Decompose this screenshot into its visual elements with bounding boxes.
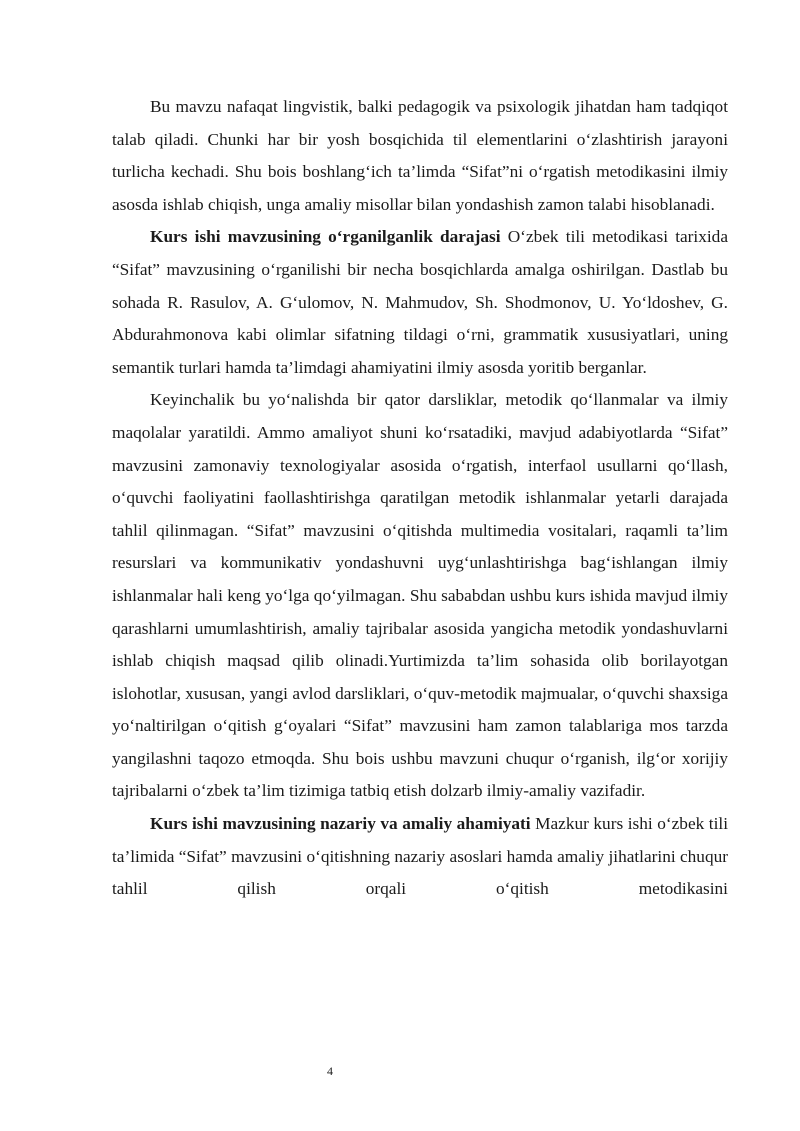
paragraph-heading: Kurs ishi mavzusining nazariy va amaliy ahamiyati <box>150 814 531 834</box>
paragraph-study-level <box>112 221 728 384</box>
paragraph-text: Bu mavzu nafaqat lingvistik, balki pedagogik va psixologik jihatdan ham tadqiqot talab qiladi. Chunki har bir yosh bosqichida til elementlarini o‘zlashtirish jarayoni turlicha kechadi. Shu bois boshlang‘ich ta’limda “Sifat”ni o‘rgatish metodikasini ilmiy asosda ishlab chiqish, unga amaliy misollar bilan yondashish zamon talabi hisoblanadi. <box>112 97 728 214</box>
paragraph-significance <box>112 808 728 906</box>
paragraph-text: Keyinchalik bu yo‘nalishda bir qator darsliklar, metodik qo‘llanmalar va ilmiy maqolalar yaratildi. Ammo amaliyot shuni ko‘rsatadiki, mavjud adabiyotlarda “Sifat” mavzusini zamonaviy texnologiyalar asosida o‘rgatish, interfaol usullarni qo‘llash, o‘quvchi faoliyatini faollashtirishga qaratilgan metodik ishlanmalar yetarli darajada tahlil qilinmagan. “Sifat” mavzusini o‘qitishda multimedia vositalari, raqamli ta’lim resurslari va kommunikativ yondashuvni uyg‘unlashtirishga bag‘ishlangan ilmiy ishlanmalar hali keng yo‘lga qo‘yilmagan. Shu sababdan ushbu kurs ishida mavjud ilmiy qarashlarni umumlashtirish, amaliy tajribalar asosida yangicha metodik yondashuvlarni ishlab chiqish maqsad qilib olinadi.Yurtimizda ta’lim sohasida olib borilayotgan islohotlar, xususan, yangi avlod darsliklari, o‘quv-metodik majmualar, o‘quvchi shaxsiga yo‘naltirilgan o‘qitish g‘oyalari “Sifat” mavzusini ham zamon talablariga mos tarzda yangilashni taqozo etmoqda. Shu bois ushbu mavzuni chuqur o‘rganish, ilg‘or xorijiy tajribalarni o‘zbek ta’lim tizimiga tatbiq etish dolzarb ilmiy-amaliy vazifadir. <box>112 390 728 801</box>
paragraph-text: Mazkur kurs ishi o‘zbek tili ta’limida “Sifat” mavzusini o‘qitishning nazariy asoslari hamda amaliy jihatlarini chuqur tahlil qilish orqali o‘qitish metodikasini <box>112 814 728 899</box>
paragraph-text: O‘zbek tili metodikasi tarixida “Sifat” mavzusining o‘rganilishi bir necha bosqichlarda amalga oshirilgan. Dastlab bu sohada R. Rasulov, A. G‘ulomov, N. Mahmudov, Sh. Shodmonov, U. Yo‘ldoshev, G. Abdurahmonova kabi olimlar sifatning tildagi o‘rni, grammatik xususiyatlari, uning semantik turlari hamda ta’limdagi ahamiyatini ilmiy asosda yoritib berganlar. <box>112 227 728 377</box>
body-text <box>112 91 728 906</box>
page-number: 4 <box>327 1064 333 1078</box>
paragraph-later-research <box>112 384 728 808</box>
paragraph-heading: Kurs ishi mavzusining o‘rganilganlik darajasi <box>150 227 501 247</box>
paragraph-intro <box>112 91 728 221</box>
